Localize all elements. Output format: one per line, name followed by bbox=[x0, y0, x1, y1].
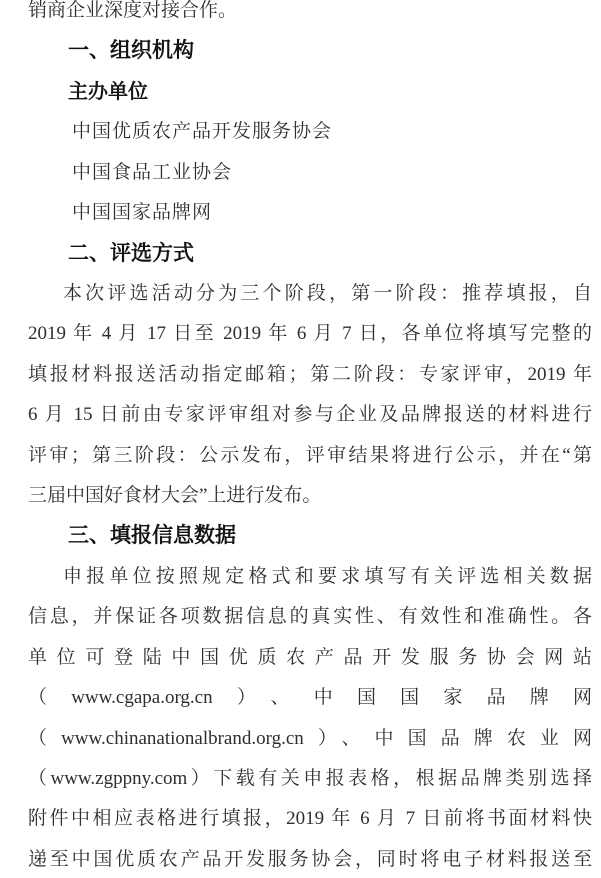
paragraph-line: 6 月 15 日前由专家评审组对参与企业及品牌报送的材料进行 bbox=[28, 404, 592, 426]
section-heading-organization: 一、组织机构 bbox=[68, 39, 194, 63]
org-name-line: 中国国家品牌网 bbox=[72, 202, 213, 224]
paragraph-line: 附件中相应表格进行填报，2019 年 6 月 7 日前将书面材料快 bbox=[28, 808, 592, 830]
org-name-line: 中国食品工业协会 bbox=[72, 161, 233, 183]
org-name-line: 中国优质农产品开发服务协会 bbox=[72, 121, 333, 143]
paragraph-line: 评审；第三阶段：公示发布，评审结果将进行公示，并在“第 bbox=[28, 444, 592, 466]
subheading-host-units: 主办单位 bbox=[68, 80, 148, 103]
section-heading-reporting-data: 三、填报信息数据 bbox=[68, 524, 236, 548]
paragraph-line: 2019 年 4 月 17 日至 2019 年 6 月 7 日，各单位将填写完整的 bbox=[28, 323, 592, 345]
paragraph-line: 信息，并保证各项数据信息的真实性、有效性和准确性。各 bbox=[28, 606, 592, 628]
paragraph-line-url: （www.cgapa.org.cn）、中国国家品牌网 bbox=[28, 687, 592, 709]
paragraph-line: 销商企业深度对接合作。 bbox=[28, 0, 238, 21]
section-heading-selection-method: 二、评选方式 bbox=[68, 241, 194, 265]
paragraph-line-url: （www.chinanationalbrand.org.cn）、中国品牌农业网 bbox=[28, 727, 592, 749]
paragraph-line: 申报单位按照规定格式和要求填写有关评选相关数据 bbox=[63, 565, 592, 587]
document-text-block bbox=[28, 0, 592, 878]
paragraph-line: 三届中国好食材大会”上进行发布。 bbox=[28, 485, 322, 507]
paragraph-line: 单位可登陆中国优质农产品开发服务协会网站 bbox=[28, 646, 592, 668]
paragraph-line: 本次评选活动分为三个阶段，第一阶段：推荐填报，自 bbox=[63, 282, 592, 304]
paragraph-line: 填报材料报送活动指定邮箱；第二阶段：专家评审，2019 年 bbox=[28, 363, 592, 385]
paragraph-line-url: （www.zgppny.com）下载有关申报表格，根据品牌类别选择 bbox=[28, 768, 592, 790]
paragraph-line: 递至中国优质农产品开发服务协会，同时将电子材料报送至 bbox=[28, 848, 592, 870]
